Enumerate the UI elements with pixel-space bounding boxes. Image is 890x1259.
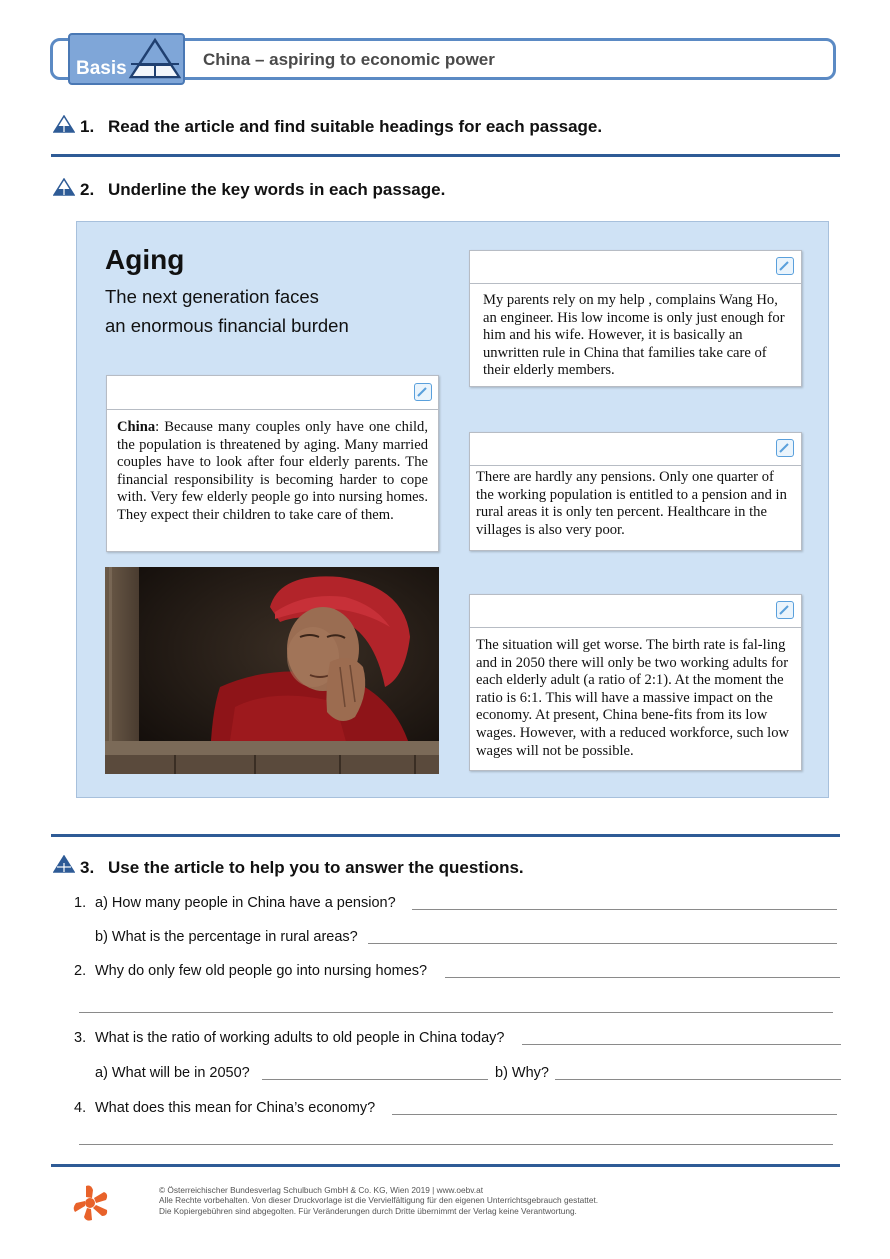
answer-line-3[interactable] <box>522 1044 841 1045</box>
question-3: What is the ratio of working adults to old people in China today? <box>95 1030 505 1046</box>
basis-badge-label: Basis <box>76 58 127 79</box>
answer-line-1b[interactable] <box>368 943 837 944</box>
passage-4-text: The situation will get worse. The birth rate is fal-ling and in 2050 there will only be two working adults for each elderly adult (a ratio of 2:1). At the moment the ratio is 6:1. This will have a massive impact on the economy. At present, China bene-fits from its low wages. However, with a reduced workforce, such low wages will not be possible. <box>476 637 790 759</box>
passage-1-bold: China <box>117 419 156 435</box>
difficulty-triangle-icon <box>53 178 75 196</box>
answer-line-4[interactable] <box>392 1114 837 1115</box>
passage-card-3 <box>469 432 802 551</box>
elderly-woman-photo <box>105 567 439 774</box>
heading-input-3[interactable] <box>470 433 801 466</box>
copyright-line-3: Die Kopiergebühren sind abgegolten. Für Veränderungen durch Dritte übernimmt der Verlag keine Verantwortung. <box>159 1205 577 1216</box>
pencil-icon[interactable] <box>414 383 432 401</box>
answer-line-3b[interactable] <box>555 1079 841 1080</box>
passage-2-text: My parents rely on my help , complains Wang Ho, an engineer. His low income is only just enough for him and his wife. However, it is basically an unwritten rule in China that families take care of their elderly members. <box>483 292 785 379</box>
answer-line-2[interactable] <box>445 977 840 978</box>
task-3 <box>80 858 524 878</box>
question-1b: b) What is the percentage in rural areas? <box>95 929 358 945</box>
task-3-text: Use the article to help you to answer the questions. <box>108 858 524 877</box>
copyright-line-1: © Österreichischer Bundesverlag Schulbuch GmbH & Co. KG, Wien 2019 | www.oebv.at <box>159 1185 483 1195</box>
pencil-icon[interactable] <box>776 601 794 619</box>
answer-line-4-extra[interactable] <box>79 1144 833 1145</box>
question-4-number: 4. <box>74 1100 87 1116</box>
task-2-number: 2. <box>80 180 95 199</box>
heading-input-4[interactable] <box>470 595 801 628</box>
answer-line-1a[interactable] <box>412 909 837 910</box>
passage-1-text <box>117 419 428 525</box>
passage-card-4 <box>469 594 802 771</box>
question-1a: a) How many people in China have a pension? <box>95 895 396 911</box>
task-3-number: 3. <box>80 858 95 877</box>
task-1-number: 1. <box>80 117 95 136</box>
question-2-number: 2. <box>74 963 87 979</box>
difficulty-triangle-icon <box>53 115 75 133</box>
article-subtitle-line-1: The next generation faces <box>105 286 319 307</box>
pencil-icon[interactable] <box>776 257 794 275</box>
question-4: What does this mean for China’s economy? <box>95 1100 376 1116</box>
footer-divider <box>51 1164 840 1167</box>
passage-card-2 <box>469 250 802 387</box>
passage-card-1 <box>106 375 439 552</box>
passage-1-body: : Because many couples only have one child, the population is threatened by aging. Many married couples have to look after four elderly parents. The financial responsibility is becoming harder to cope with. Very few elderly people go into nursing homes. They expect their children to take care of them. <box>117 419 428 523</box>
page-title: China – aspiring to economic power <box>203 50 495 69</box>
heading-input-2[interactable] <box>470 251 801 284</box>
question-1-number: 1. <box>74 895 87 911</box>
article-title: Aging <box>105 244 185 275</box>
answer-line-3a[interactable] <box>262 1079 488 1080</box>
task-2-text: Underline the key words in each passage. <box>108 180 446 199</box>
task-1 <box>80 117 602 137</box>
question-2: Why do only few old people go into nursing homes? <box>95 963 428 979</box>
article-subtitle-line-2: an enormous financial burden <box>105 315 349 336</box>
publisher-logo-icon <box>72 1184 110 1222</box>
difficulty-triangle-icon <box>53 855 75 873</box>
pencil-icon[interactable] <box>776 439 794 457</box>
divider <box>51 154 840 157</box>
copyright-notice <box>159 1185 598 1216</box>
pyramid-level-icon <box>128 37 182 81</box>
question-3-number: 3. <box>74 1030 87 1046</box>
passage-3-text: There are hardly any pensions. Only one quarter of the working population is entitled to a pension and in rural areas it is only ten percent. Healthcare in the villages is also very poor. <box>476 469 787 538</box>
divider <box>51 834 840 837</box>
article-subtitle <box>105 282 425 340</box>
task-1-text: Read the article and find suitable headings for each passage. <box>108 117 603 136</box>
question-3a: a) What will be in 2050? <box>95 1065 250 1081</box>
copyright-line-2: Alle Rechte vorbehalten. Von dieser Druckvorlage ist die Vervielfältigung für den eigenen Unterrichtsgebrauch gestattet. <box>159 1195 599 1206</box>
task-2 <box>80 180 445 200</box>
heading-input-1[interactable] <box>107 376 438 410</box>
answer-line-2-extra[interactable] <box>79 1012 833 1013</box>
question-3b: b) Why? <box>495 1065 549 1081</box>
